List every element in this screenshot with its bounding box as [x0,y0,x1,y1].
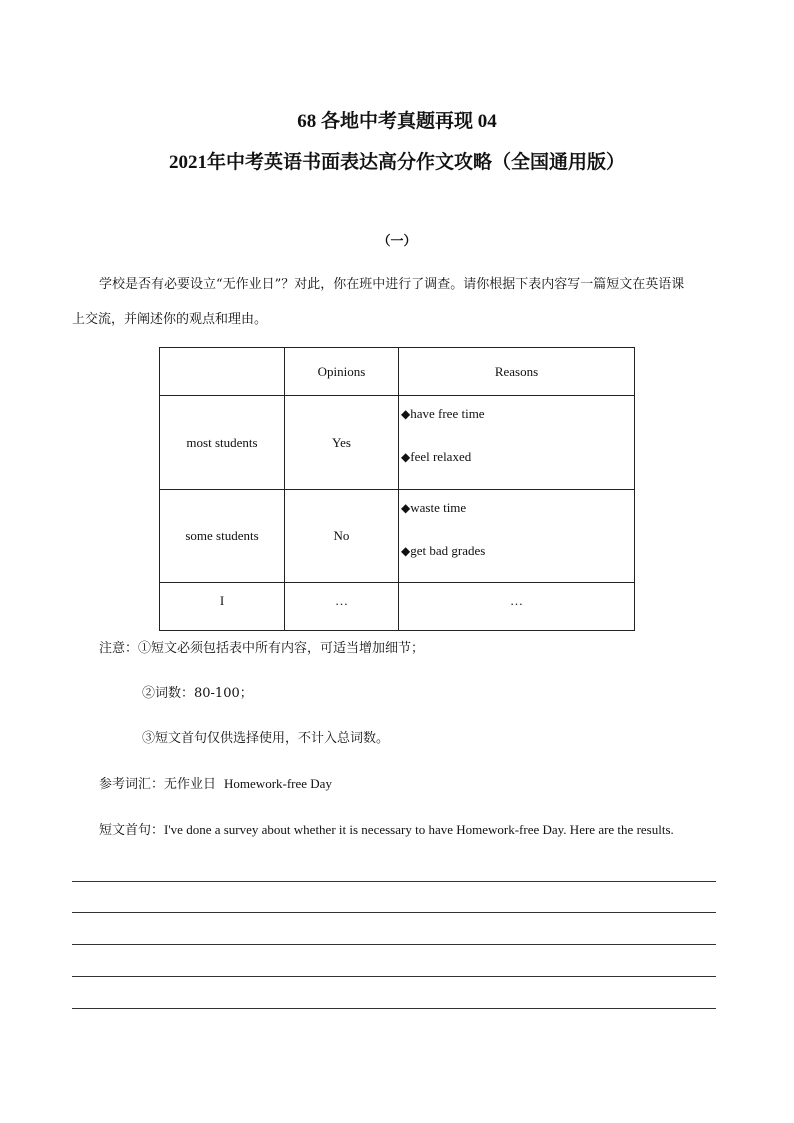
row-opinion: No [285,490,399,583]
diamond-bullet-icon: ◆ [401,544,411,558]
row-reasons: … [399,583,635,631]
document-subtitle: 2021年中考英语书面表达高分作文攻略（全国通用版） [168,152,625,173]
table-header-row [160,348,635,396]
reference-vocab: 参考词汇：无作业日 Homework-free Day [99,776,332,792]
writing-line[interactable] [72,912,716,913]
reason-item: ◆feel relaxed [401,449,472,464]
writing-line[interactable] [72,976,716,977]
notes-item-3: ③短文首句仅供选择使用，不计入总词数。 [142,731,390,746]
row-reasons [399,490,635,583]
prompt-line-2: 上交流，并阐述你的观点和理由。 [72,312,268,327]
first-sentence: 短文首句：I've done a survey about whether it is necessary to have Homework-free Day. Here are the results. [99,822,674,838]
notes-item-1: 注意：①短文必须包括表中所有内容，可适当增加细节； [99,641,425,656]
row-who: I [160,583,285,631]
diamond-bullet-icon: ◆ [401,450,411,464]
reason-item: ◆waste time [401,500,467,515]
reason-item: ◆get bad grades [401,543,486,558]
prompt-line-1: 学校是否有必要设立“无作业日”？对此，你在班中进行了调查。请你根据下表内容写一篇短文在英语课 [99,277,685,292]
section-label: （一） [377,234,417,249]
header-cell-empty [160,348,285,396]
header-cell-opinions: Opinions [285,348,399,396]
table-row [160,583,635,631]
header-cell-reasons: Reasons [399,348,635,396]
row-who: some students [160,490,285,583]
row-opinion: Yes [285,396,399,490]
diamond-bullet-icon: ◆ [401,407,411,421]
writing-line[interactable] [72,944,716,945]
row-reasons [399,396,635,490]
reason-item: ◆have free time [401,406,485,421]
document-title: 68 各地中考真题再现 04 [297,111,497,132]
writing-line[interactable] [72,1008,716,1009]
notes-item-2: ②词数：80-100； [142,686,253,701]
table-row [160,490,635,583]
row-opinion: … [285,583,399,631]
survey-table [159,347,635,631]
table-row [160,396,635,490]
diamond-bullet-icon: ◆ [401,501,411,515]
row-who: most students [160,396,285,490]
writing-line[interactable] [72,881,716,882]
